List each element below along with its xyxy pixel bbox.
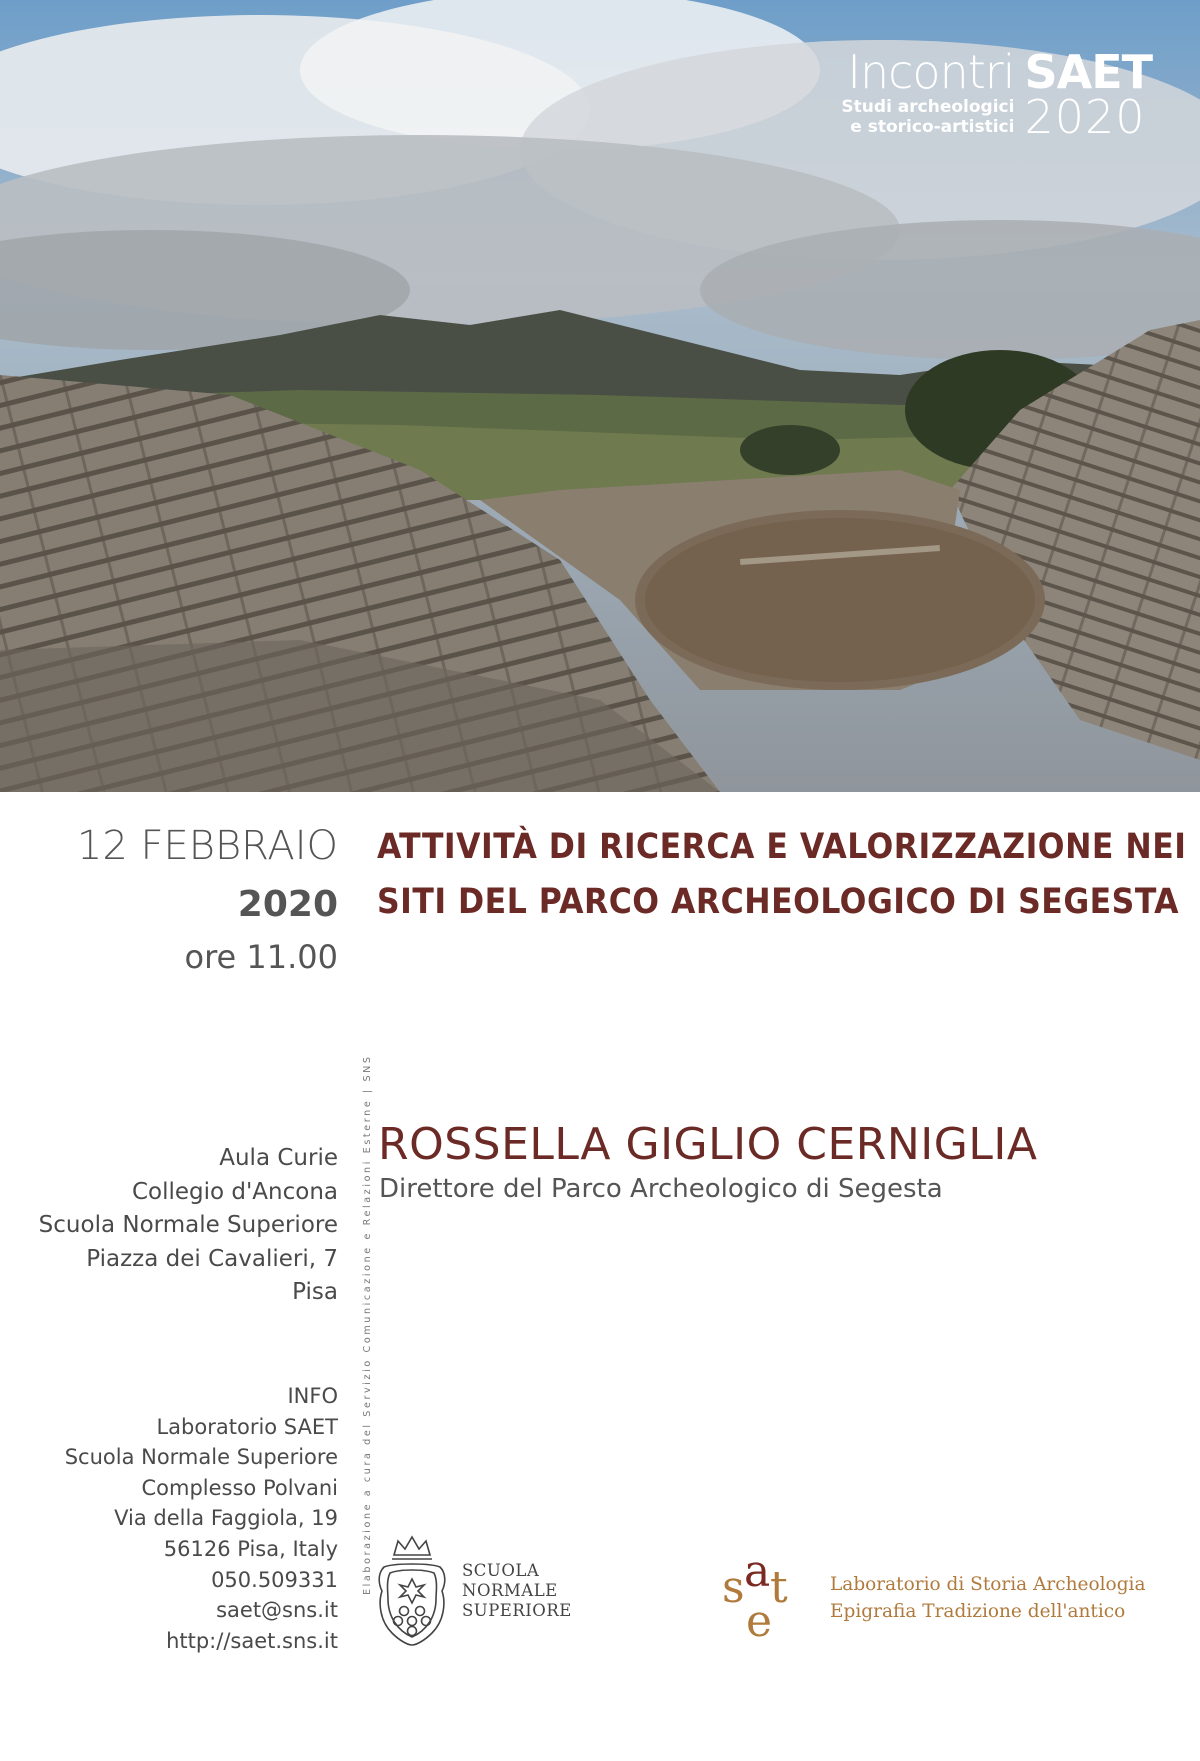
svg-text:s: s bbox=[722, 1562, 745, 1613]
speaker-role: Direttore del Parco Archeologico di Segesta bbox=[379, 1174, 943, 1204]
speaker-name: ROSSELLA GIGLIO CERNIGLIA bbox=[378, 1119, 1038, 1170]
venue-line: Aula Curie bbox=[219, 1145, 338, 1171]
info-phone: 050.509331 bbox=[211, 1567, 338, 1592]
event-title-line-1: ATTIVITÀ DI RICERCA E VALORIZZAZIONE NEI bbox=[377, 827, 1187, 867]
svg-text:e: e bbox=[746, 1596, 773, 1646]
event-date-year: 2020 bbox=[237, 884, 338, 925]
venue-line: Scuola Normale Superiore bbox=[38, 1212, 338, 1238]
info-line: 56126 Pisa, Italy bbox=[163, 1536, 338, 1561]
info-line: Laboratorio SAET bbox=[156, 1414, 338, 1439]
event-title bbox=[377, 820, 1187, 930]
sns-crest-icon bbox=[372, 1533, 452, 1649]
event-title-line-2: SITI DEL PARCO ARCHEOLOGICO DI SEGESTA bbox=[377, 882, 1179, 922]
venue-line: Piazza dei Cavalieri, 7 bbox=[86, 1245, 338, 1272]
series-logotype bbox=[841, 45, 1152, 144]
series-subtitle-2: e storico-artistici bbox=[850, 117, 1015, 137]
venue-block bbox=[39, 1142, 338, 1310]
saet-monogram-icon bbox=[720, 1550, 812, 1646]
venue-line: Pisa bbox=[292, 1279, 338, 1305]
saet-logo bbox=[720, 1550, 1146, 1646]
venue-line: Collegio d'Ancona bbox=[131, 1178, 338, 1205]
sns-name-line-1: SCUOLA bbox=[462, 1561, 540, 1580]
info-website[interactable]: http://saet.sns.it bbox=[166, 1628, 338, 1653]
vertical-credit: Elaborazione a cura del Servizio Comunicazione e Relazioni Esterne | SNS bbox=[362, 1054, 373, 1595]
saet-lab-line-1: Laboratorio di Storia Archeologia bbox=[830, 1574, 1146, 1595]
sns-name-line-3: SUPERIORE bbox=[462, 1601, 572, 1620]
svg-text:a: a bbox=[744, 1550, 771, 1597]
series-subtitle-1: Studi archeologici bbox=[841, 97, 1015, 117]
event-time: ore 11.00 bbox=[184, 938, 338, 976]
saet-lab-line-2: Epigrafia Tradizione dell'antico bbox=[830, 1601, 1126, 1622]
info-line: Complesso Polvani bbox=[141, 1475, 338, 1500]
sns-logo bbox=[372, 1533, 572, 1649]
series-year: 2020 bbox=[1024, 90, 1146, 144]
info-line: Scuola Normale Superiore bbox=[64, 1445, 338, 1470]
info-email[interactable]: saet@sns.it bbox=[216, 1598, 338, 1623]
svg-text:t: t bbox=[770, 1562, 788, 1613]
series-brand: SAET bbox=[1024, 45, 1152, 99]
info-heading: INFO bbox=[287, 1384, 338, 1408]
event-date-day: 12 FEBBRAIO bbox=[76, 823, 338, 869]
info-line: Via della Faggiola, 19 bbox=[114, 1506, 338, 1531]
sns-name-line-2: NORMALE bbox=[462, 1581, 558, 1600]
info-block bbox=[65, 1381, 338, 1656]
series-word: Incontri bbox=[847, 45, 1015, 99]
